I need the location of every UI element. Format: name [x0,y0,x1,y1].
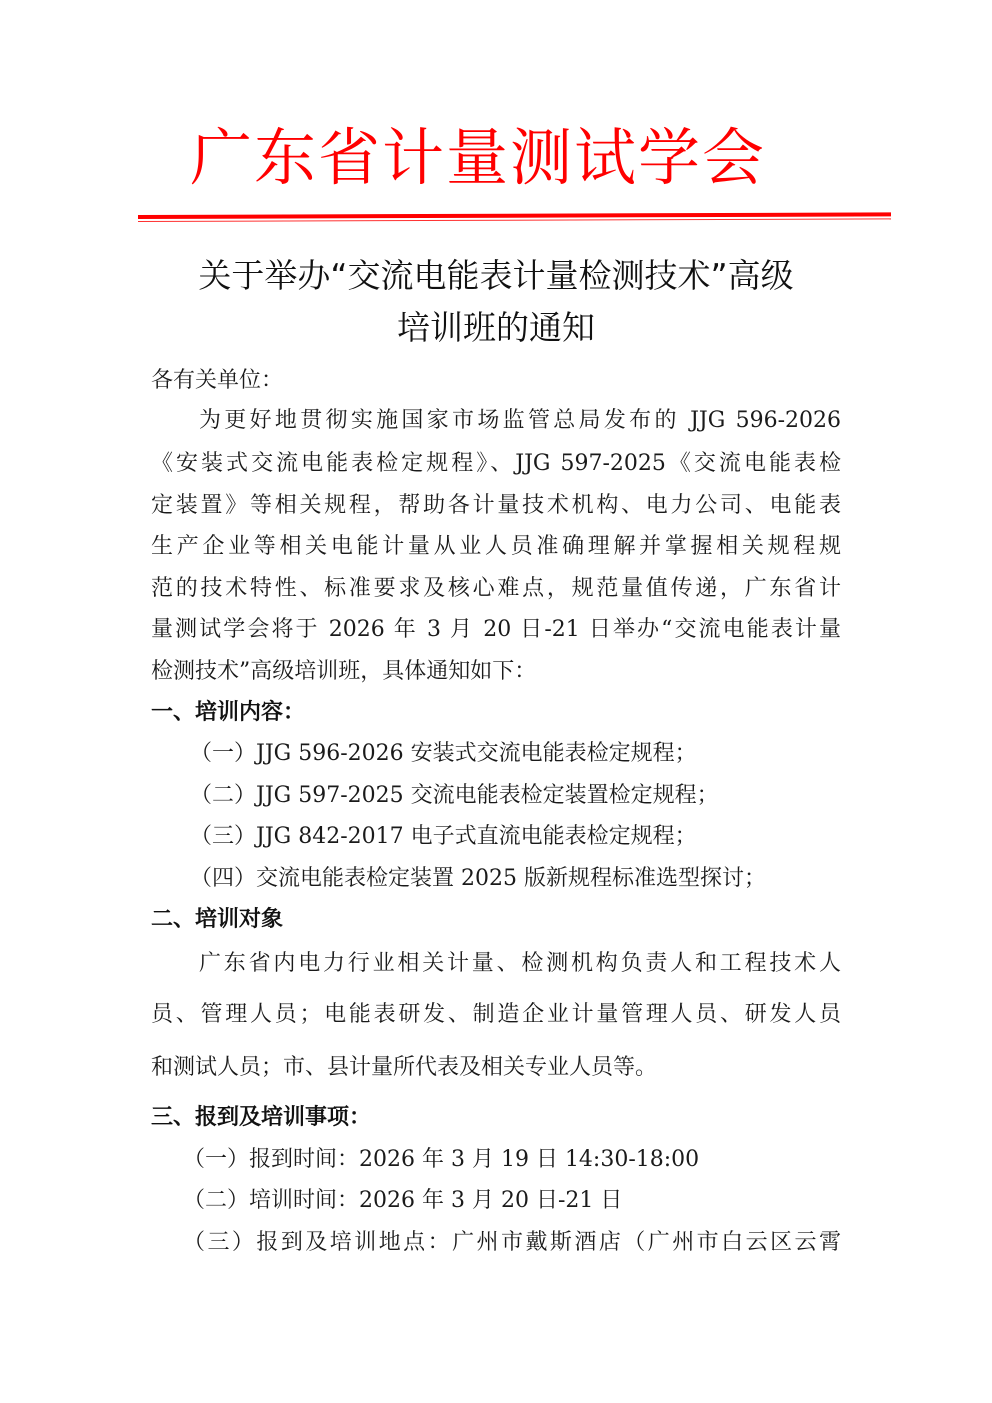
section-heading-content: 一、培训内容： [151,700,306,725]
intro-line: 定装置》等相关规程，帮助各计量技术机构、电力公司、电能表 [151,493,841,518]
audience-line: 和测试人员；市、县计量所代表及相关专业人员等。 [151,1055,658,1080]
letterhead-red-rule-thin [138,218,891,222]
intro-line: 范的技术特性、标准要求及核心难点，规范量值传递，广东省计 [151,576,841,601]
intro-line: 量测试学会将于 2026 年 3 月 20 日-21 日举办“交流电能表计量 [151,617,841,642]
content-item: （四）交流电能表检定装置 2025 版新规程标准选型探讨； [190,866,766,891]
notice-title-line-2: 培训班的通知 [397,308,595,347]
intro-line: 为更好地贯彻实施国家市场监管总局发布的 JJG 596-2026 [199,408,841,433]
section-heading-audience: 二、培训对象 [151,907,284,932]
content-item: （三）JJG 842-2017 电子式直流电能表检定规程； [190,824,697,849]
registration-item: （二）培训时间：2026 年 3 月 20 日-21 日 [183,1188,623,1213]
intro-line: 《安装式交流电能表检定规程》、JJG 597-2025《交流电能表检 [151,451,841,476]
notice-title-line-1: 关于举办“交流电能表计量检测技术”高级 [198,256,794,295]
section-heading-registration: 三、报到及培训事项： [151,1105,372,1130]
intro-line: 检测技术”高级培训班，具体通知如下： [151,659,537,684]
salutation: 各有关单位： [151,368,284,393]
registration-item: （一）报到时间：2026 年 3 月 19 日 14:30-18:00 [183,1147,700,1172]
audience-line: 员、管理人员；电能表研发、制造企业计量管理人员、研发人员 [151,1002,841,1027]
intro-line: 生产企业等相关电能计量从业人员准确理解并掌握相关规程规 [151,534,841,559]
audience-line: 广东省内电力行业相关计量、检测机构负责人和工程技术人 [199,951,841,976]
letterhead-org-name: 广东省计量测试学会 [190,121,767,194]
registration-item: （三）报到及培训地点：广州市戴斯酒店（广州市白云区云霄 [183,1230,841,1255]
content-item: （二）JJG 597-2025 交流电能表检定装置检定规程； [190,783,719,808]
content-item: （一）JJG 596-2026 安装式交流电能表检定规程； [190,741,697,766]
